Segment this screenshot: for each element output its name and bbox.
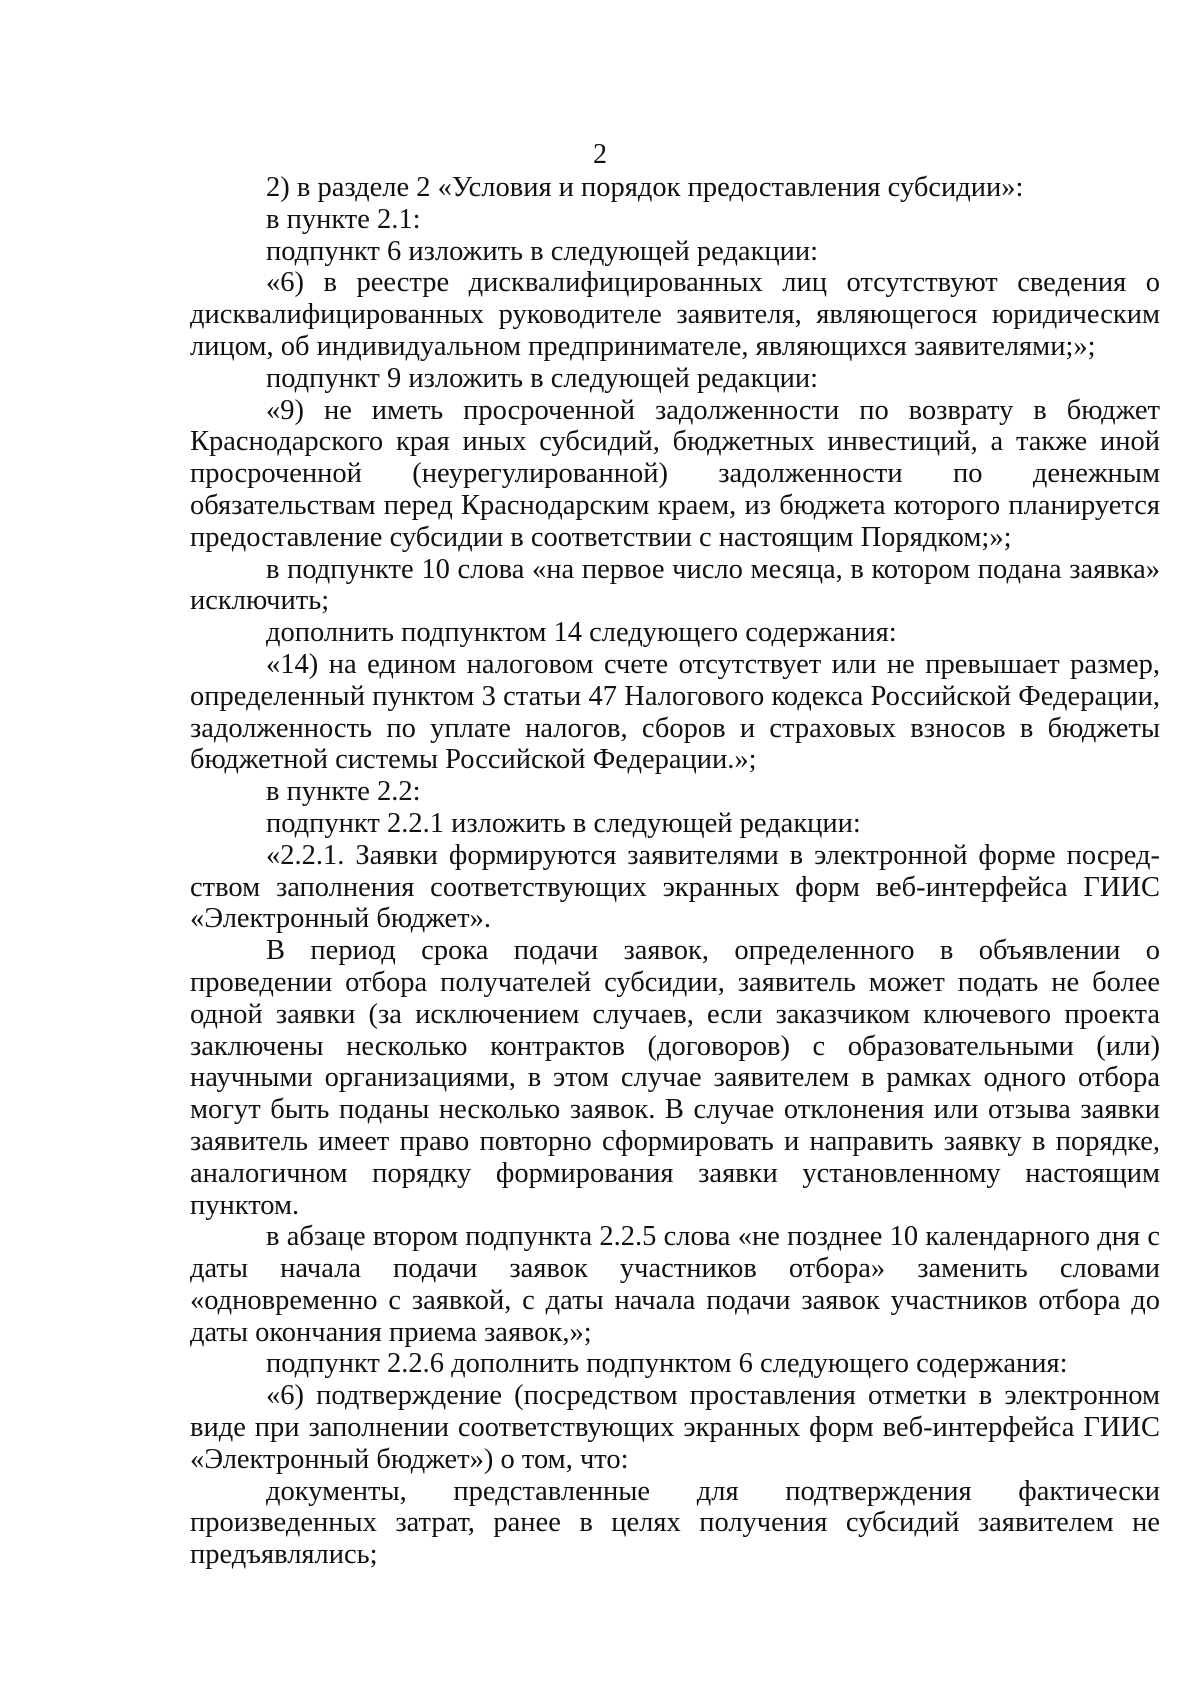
paragraph-subitem-9-text: «9) не иметь просроченной задолженности по возврату в бюджет Краснодарского края иных субсидий, бюджетных инвестиций, а также иной просроченной (неурегулированной) задолженности по денежным обязательствам перед Краснодарским краем, из бюджета которого планируется предоставление субсидии в соответствии с настоящим Порядком;»; xyxy=(190,394,1160,553)
paragraph-subitem-2-2-5: в абзаце втором подпункта 2.2.5 слова «не позднее 10 календарного дня с даты начала подачи заявок участников отбора» заменить словами «одновременно с заявкой, с даты начала подачи заявок участников отбора до даты окончания приема заявок,»; xyxy=(190,1221,1160,1348)
document-body xyxy=(190,172,1160,1571)
paragraph-subitem-2-2-6-intro: подпункт 2.2.6 дополнить подпунктом 6 следующего содержания: xyxy=(266,1348,1068,1380)
paragraph-subitem-14-text: «14) на едином налоговом счете отсутствует или не превышает размер, определенный пунктом 3 статьи 47 Налогового кодекса Российской Федерации, задолженность по уплате налогов, сборов и страховых взносов в бюджеты бюджетной системы Российской Федерации.»; xyxy=(190,648,1160,776)
paragraph-subitem-9-intro: подпункт 9 изложить в следующей редакции: xyxy=(266,362,819,394)
paragraph-section-2-intro: 2) в разделе 2 «Условия и порядок предоставления субсидии»: xyxy=(266,172,1024,203)
paragraph-subitem-6-intro: подпункт 6 изложить в следующей редакции: xyxy=(266,235,819,267)
paragraph-subitem-14-intro: дополнить подпунктом 14 следующего содержания: xyxy=(266,617,897,649)
paragraph-subitem-2-2-1-text: «2.2.1. Заявки формируются заявителями в электронной форме посредством заполнения соответствующих экранных форм веб-интерфейса ГИИС «Электронный бюджет». xyxy=(190,839,1160,935)
page-number: 2 xyxy=(593,139,607,170)
paragraph-documents-confirmation: документы, представленные для подтверждения фактически произведенных затрат, ранее в целях получения субсидий заявителем не предъявлялись; xyxy=(190,1475,1160,1571)
paragraph-application-period: В период срока подачи заявок, определенного в объявлении о проведении отбора получателей субсидии, заявитель может подать не более одной заявки (за исключением случаев, если заказчиком ключевого проекта заключены несколько контрактов (договоров) с образовательными (или) научными организациями, в этом случае заявителем в рамках одного отбора могут быть поданы несколько заявок. В случае отклонения или отзыва заявки заявитель имеет право повторно сформировать и направить заявку в порядке, аналогичном порядку формирования заявки установленному настоящим пунктом. xyxy=(190,935,1160,1221)
paragraph-subitem-10: в подпункте 10 слова «на первое число месяца, в котором подана заявка» исключить; xyxy=(190,553,1160,617)
paragraph-subitem-2-2-6-text: «6) подтверждение (посредством проставления отметки в электронном виде при заполнении соответствующих экранных форм веб-интерфейса ГИИС «Электронный бюджет») о том, что: xyxy=(190,1380,1160,1475)
paragraph-subitem-2-2-1-intro: подпункт 2.2.1 изложить в следующей редакции: xyxy=(266,807,861,839)
paragraph-subitem-6-text: «6) в реестре дисквалифицированных лиц отсутствуют сведения о дисквалифицированных руководителе заявителя, являющегося юридическим лицом, об индивидуальном предпринимателе, являющихся заявителями;»; xyxy=(190,267,1160,362)
paragraph-item-2-1: в пункте 2.1: xyxy=(266,203,421,235)
paragraph-item-2-2: в пункте 2.2: xyxy=(266,776,421,808)
